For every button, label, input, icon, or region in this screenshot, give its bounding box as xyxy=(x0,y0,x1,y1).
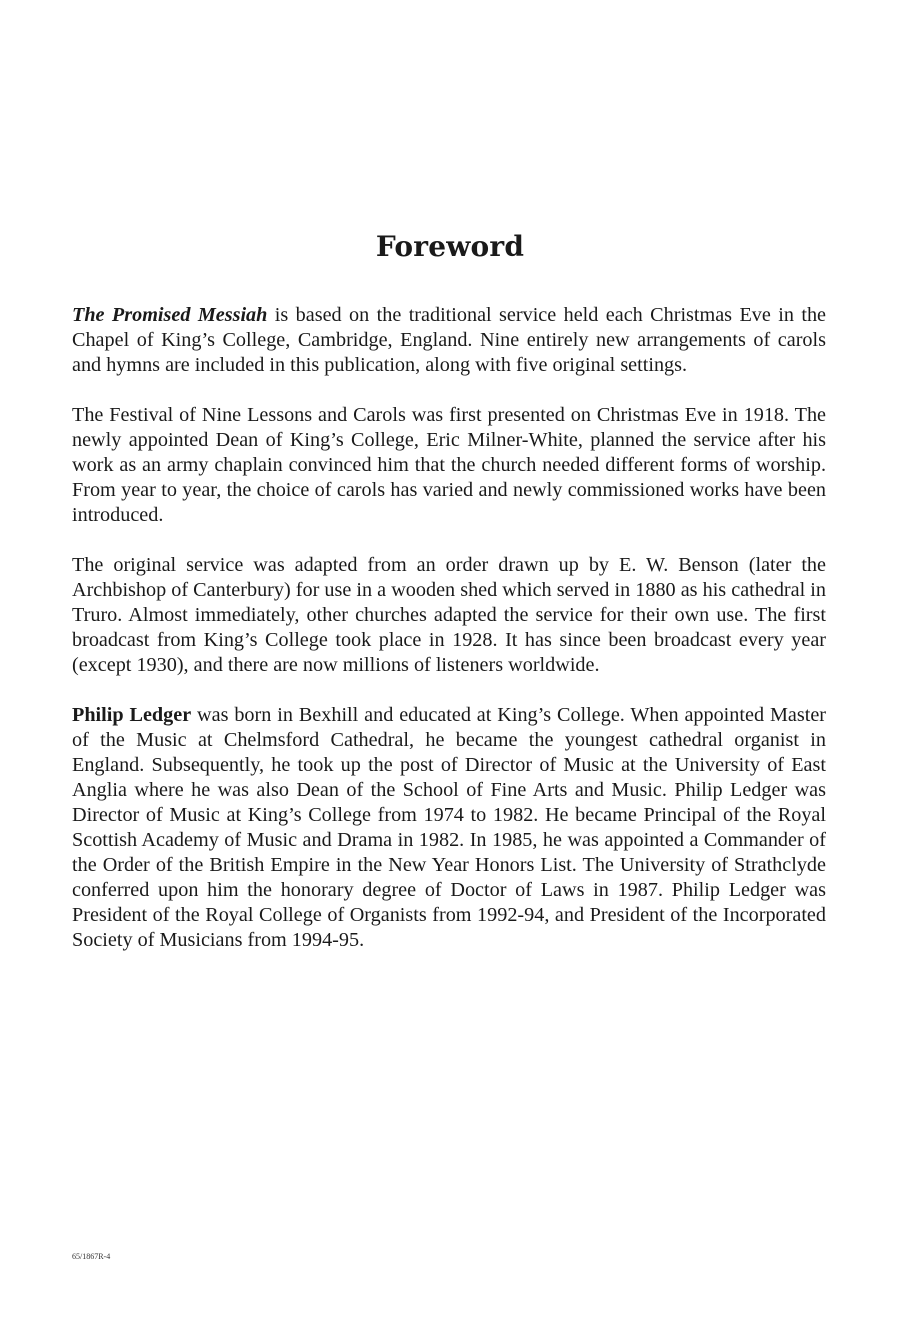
paragraph-text: was born in Bexhill and educated at King’s College. When appointed Master of the Music at Chelmsford Cathedral, he became the youngest cathedral organist in England. Subsequently, he took up the post of Director of Music at the University of East Anglia where he was also Dean of the School of Fine Arts and Music. Philip Ledger was Director of Music at King’s College from 1974 to 1982. He became Principal of the Royal Scottish Academy of Music and Drama in 1982. In 1985, he was appointed a Commander of the Order of the British Empire in the New Year Honors List. The University of Strathclyde conferred upon him the honorary degree of Doctor of Laws in 1987. Philip Ledger was President of the Royal College of Organists from 1992-94, and President of the Incorporated Society of Musicians from 1994-95. xyxy=(72,704,826,951)
paragraph-biography xyxy=(72,703,826,953)
work-title: The Promised Messiah xyxy=(72,304,268,326)
paragraph-history xyxy=(72,403,826,528)
person-name: Philip Ledger xyxy=(72,704,192,726)
paragraph-text: The original service was adapted from an order drawn up by E. W. Benson (later the Archbishop of Canterbury) for use in a wooden shed which served in 1880 as his cathedral in Truro. Almost immediately, other churches adapted the service for their own use. The first broadcast from King’s College took place in 1928. It has since been broadcast every year (except 1930), and there are now millions of listeners worldwide. xyxy=(72,554,826,676)
paragraph-intro xyxy=(72,303,826,378)
paragraph-text: is based on the traditional service held each Christmas Eve in the Chapel of King’s College, Cambridge, England. Nine entirely new arrangements of carols and hymns are included in this publication, along with five original settings. xyxy=(72,304,827,376)
paragraph-text: The Festival of Nine Lessons and Carols was first presented on Christmas Eve in 1918. The newly appointed Dean of King’s College, Eric Milner-White, planned the service after his work as an army chaplain convinced him that the church needed different forms of worship. From year to year, the choice of carols has varied and newly commissioned works have been introduced. xyxy=(72,404,826,526)
page-title: Foreword xyxy=(375,230,525,263)
catalog-code: 65/1867R-4 xyxy=(72,1252,111,1261)
paragraph-origin xyxy=(72,553,826,678)
foreword-body xyxy=(72,303,826,978)
